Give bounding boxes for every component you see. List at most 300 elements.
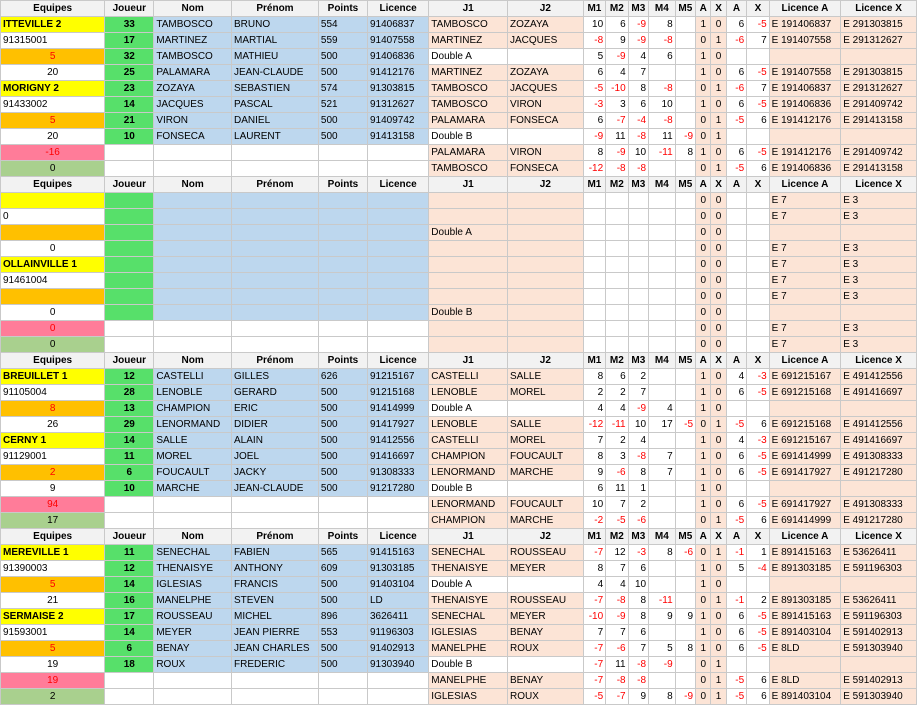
player-j2-cell[interactable] — [508, 225, 584, 241]
set-score-cell[interactable] — [628, 257, 648, 273]
set-score-cell[interactable]: 7 — [628, 65, 648, 81]
licence-a-cell[interactable]: E 7 — [769, 193, 841, 209]
set-score-cell[interactable]: -7 — [606, 113, 628, 129]
first-name-cell[interactable]: MARTIAL — [232, 33, 319, 49]
licence-a-cell[interactable]: E 191406837 — [769, 17, 841, 33]
set-score-cell[interactable]: -7 — [583, 545, 605, 561]
last-name-cell[interactable]: ZOZAYA — [154, 81, 232, 97]
set-score-cell[interactable]: -6 — [606, 465, 628, 481]
licence-a-cell[interactable]: E 191406837 — [769, 81, 841, 97]
licence-a-cell[interactable]: E 891403104 — [769, 689, 841, 705]
set-score-cell[interactable]: 8 — [628, 593, 648, 609]
points-a-cell[interactable]: -5 — [726, 161, 746, 177]
licence-cell[interactable]: 91414999 — [367, 401, 428, 417]
set-score-cell[interactable] — [628, 225, 648, 241]
set-score-cell[interactable]: -12 — [583, 417, 605, 433]
set-score-cell[interactable] — [606, 193, 628, 209]
set-score-cell[interactable]: 8 — [583, 369, 605, 385]
last-name-cell[interactable]: MANELPHE — [154, 593, 232, 609]
points-cell[interactable] — [318, 257, 367, 273]
licence-x-cell[interactable]: E 291409742 — [841, 97, 917, 113]
points-cell[interactable] — [318, 225, 367, 241]
points-x-cell[interactable]: -5 — [747, 449, 769, 465]
set-score-cell[interactable]: -8 — [628, 673, 648, 689]
player-j1-cell[interactable]: MANELPHE — [429, 641, 508, 657]
player-j1-cell[interactable]: LENOBLE — [429, 417, 508, 433]
set-score-cell[interactable] — [649, 161, 676, 177]
licence-cell[interactable] — [367, 337, 428, 353]
set-score-cell[interactable]: 4 — [649, 401, 676, 417]
player-number-cell[interactable] — [105, 497, 154, 513]
first-name-cell[interactable]: BRUNO — [232, 17, 319, 33]
set-score-cell[interactable] — [649, 289, 676, 305]
wins-a-cell[interactable]: 0 — [696, 129, 711, 145]
licence-x-cell[interactable] — [841, 225, 917, 241]
points-cell[interactable]: 500 — [318, 417, 367, 433]
set-score-cell[interactable]: -9 — [628, 17, 648, 33]
set-score-cell[interactable]: 8 — [628, 465, 648, 481]
set-score-cell[interactable] — [675, 273, 695, 289]
first-name-cell[interactable] — [232, 257, 319, 273]
points-a-cell[interactable]: 6 — [726, 17, 746, 33]
set-score-cell[interactable]: -5 — [583, 81, 605, 97]
licence-x-cell[interactable]: E 3 — [841, 289, 917, 305]
team-cell[interactable]: 20 — [1, 129, 105, 145]
set-score-cell[interactable]: 8 — [649, 545, 676, 561]
set-score-cell[interactable] — [628, 193, 648, 209]
licence-a-cell[interactable]: E 191412176 — [769, 145, 841, 161]
set-score-cell[interactable]: 5 — [583, 49, 605, 65]
set-score-cell[interactable] — [583, 241, 605, 257]
set-score-cell[interactable] — [649, 497, 676, 513]
first-name-cell[interactable]: GILLES — [232, 369, 319, 385]
set-score-cell[interactable]: 9 — [649, 609, 676, 625]
set-score-cell[interactable] — [675, 65, 695, 81]
set-score-cell[interactable]: 4 — [606, 401, 628, 417]
player-j2-cell[interactable] — [508, 305, 584, 321]
set-score-cell[interactable]: -6 — [606, 641, 628, 657]
wins-x-cell[interactable]: 1 — [711, 593, 726, 609]
points-x-cell[interactable]: -5 — [747, 145, 769, 161]
last-name-cell[interactable]: BENAY — [154, 641, 232, 657]
last-name-cell[interactable]: ROUX — [154, 657, 232, 673]
points-cell[interactable]: 521 — [318, 97, 367, 113]
team-cell[interactable]: 5 — [1, 577, 105, 593]
licence-cell[interactable] — [367, 689, 428, 705]
licence-a-cell[interactable] — [769, 225, 841, 241]
last-name-cell[interactable]: MOREL — [154, 449, 232, 465]
last-name-cell[interactable]: ROUSSEAU — [154, 609, 232, 625]
wins-a-cell[interactable]: 0 — [696, 257, 711, 273]
set-score-cell[interactable] — [675, 369, 695, 385]
wins-a-cell[interactable]: 1 — [696, 17, 711, 33]
wins-a-cell[interactable]: 0 — [696, 225, 711, 241]
points-a-cell[interactable]: 5 — [726, 561, 746, 577]
set-score-cell[interactable] — [649, 321, 676, 337]
licence-a-cell[interactable]: E 7 — [769, 289, 841, 305]
set-score-cell[interactable] — [649, 577, 676, 593]
set-score-cell[interactable]: 8 — [675, 145, 695, 161]
wins-x-cell[interactable]: 1 — [711, 81, 726, 97]
player-number-cell[interactable]: 16 — [105, 593, 154, 609]
licence-cell[interactable]: LD — [367, 593, 428, 609]
team-cell[interactable]: 26 — [1, 417, 105, 433]
team-cell[interactable]: 91105004 — [1, 385, 105, 401]
last-name-cell[interactable] — [154, 673, 232, 689]
points-x-cell[interactable]: -5 — [747, 625, 769, 641]
points-cell[interactable]: 500 — [318, 641, 367, 657]
first-name-cell[interactable]: STEVEN — [232, 593, 319, 609]
player-j2-cell[interactable]: ROUSSEAU — [508, 593, 584, 609]
player-number-cell[interactable]: 17 — [105, 609, 154, 625]
licence-x-cell[interactable]: E 3 — [841, 321, 917, 337]
licence-cell[interactable]: 91217280 — [367, 481, 428, 497]
set-score-cell[interactable] — [675, 561, 695, 577]
set-score-cell[interactable] — [675, 593, 695, 609]
first-name-cell[interactable]: JEAN-CLAUDE — [232, 65, 319, 81]
points-x-cell[interactable]: -4 — [747, 561, 769, 577]
licence-cell[interactable]: 91403104 — [367, 577, 428, 593]
player-number-cell[interactable]: 10 — [105, 481, 154, 497]
wins-a-cell[interactable]: 0 — [696, 161, 711, 177]
points-x-cell[interactable]: -5 — [747, 97, 769, 113]
licence-cell[interactable]: 91415163 — [367, 545, 428, 561]
last-name-cell[interactable]: CHAMPION — [154, 401, 232, 417]
points-cell[interactable]: 609 — [318, 561, 367, 577]
player-j2-cell[interactable] — [508, 577, 584, 593]
set-score-cell[interactable] — [675, 657, 695, 673]
last-name-cell[interactable]: FONSECA — [154, 129, 232, 145]
licence-a-cell[interactable]: E 191412176 — [769, 113, 841, 129]
first-name-cell[interactable] — [232, 225, 319, 241]
points-a-cell[interactable] — [726, 657, 746, 673]
points-x-cell[interactable] — [747, 401, 769, 417]
player-j1-cell[interactable]: Double B — [429, 657, 508, 673]
player-number-cell[interactable]: 32 — [105, 49, 154, 65]
set-score-cell[interactable]: -11 — [649, 145, 676, 161]
licence-x-cell[interactable]: E 491412556 — [841, 417, 917, 433]
player-j2-cell[interactable]: FOUCAULT — [508, 497, 584, 513]
last-name-cell[interactable]: MEYER — [154, 625, 232, 641]
player-j2-cell[interactable]: MOREL — [508, 385, 584, 401]
points-a-cell[interactable]: 6 — [726, 641, 746, 657]
last-name-cell[interactable]: SENECHAL — [154, 545, 232, 561]
licence-x-cell[interactable]: E 491217280 — [841, 513, 917, 529]
points-a-cell[interactable]: 6 — [726, 497, 746, 513]
player-j2-cell[interactable]: VIRON — [508, 145, 584, 161]
player-j2-cell[interactable]: MEYER — [508, 561, 584, 577]
player-j1-cell[interactable]: CHAMPION — [429, 513, 508, 529]
wins-a-cell[interactable]: 0 — [696, 673, 711, 689]
licence-cell[interactable]: 3626411 — [367, 609, 428, 625]
licence-cell[interactable]: 91416697 — [367, 449, 428, 465]
player-number-cell[interactable]: 23 — [105, 81, 154, 97]
team-cell[interactable]: 94 — [1, 497, 105, 513]
team-cell[interactable]: 20 — [1, 65, 105, 81]
player-j1-cell[interactable]: TAMBOSCO — [429, 161, 508, 177]
team-cell[interactable] — [1, 225, 105, 241]
set-score-cell[interactable] — [675, 305, 695, 321]
licence-cell[interactable] — [367, 305, 428, 321]
set-score-cell[interactable] — [675, 401, 695, 417]
set-score-cell[interactable] — [649, 337, 676, 353]
set-score-cell[interactable] — [583, 273, 605, 289]
first-name-cell[interactable] — [232, 321, 319, 337]
team-cell[interactable]: 91315001 — [1, 33, 105, 49]
licence-x-cell[interactable]: E 3 — [841, 337, 917, 353]
set-score-cell[interactable] — [675, 257, 695, 273]
set-score-cell[interactable] — [649, 513, 676, 529]
licence-x-cell[interactable]: E 291409742 — [841, 145, 917, 161]
points-x-cell[interactable] — [747, 577, 769, 593]
points-cell[interactable]: 500 — [318, 385, 367, 401]
wins-x-cell[interactable]: 0 — [711, 609, 726, 625]
team-cell[interactable] — [1, 289, 105, 305]
points-a-cell[interactable]: -5 — [726, 673, 746, 689]
set-score-cell[interactable]: -8 — [628, 161, 648, 177]
set-score-cell[interactable]: -9 — [606, 49, 628, 65]
set-score-cell[interactable] — [628, 337, 648, 353]
wins-a-cell[interactable]: 1 — [696, 497, 711, 513]
team-cell[interactable]: 2 — [1, 465, 105, 481]
set-score-cell[interactable] — [675, 577, 695, 593]
points-cell[interactable] — [318, 289, 367, 305]
player-j2-cell[interactable]: JACQUES — [508, 81, 584, 97]
wins-x-cell[interactable]: 1 — [711, 417, 726, 433]
points-a-cell[interactable]: -5 — [726, 417, 746, 433]
points-a-cell[interactable] — [726, 129, 746, 145]
set-score-cell[interactable]: 8 — [583, 449, 605, 465]
licence-a-cell[interactable]: E 691215168 — [769, 417, 841, 433]
set-score-cell[interactable]: -8 — [649, 33, 676, 49]
points-x-cell[interactable] — [747, 241, 769, 257]
licence-x-cell[interactable] — [841, 577, 917, 593]
player-j1-cell[interactable]: LENORMAND — [429, 497, 508, 513]
team-cell[interactable]: 91390003 — [1, 561, 105, 577]
licence-cell[interactable]: 91303940 — [367, 657, 428, 673]
player-j1-cell[interactable]: PALAMARA — [429, 145, 508, 161]
points-a-cell[interactable]: 6 — [726, 625, 746, 641]
points-x-cell[interactable]: -5 — [747, 65, 769, 81]
points-x-cell[interactable]: 1 — [747, 545, 769, 561]
team-cell[interactable]: SERMAISE 2 — [1, 609, 105, 625]
set-score-cell[interactable] — [675, 193, 695, 209]
set-score-cell[interactable] — [675, 33, 695, 49]
team-cell[interactable]: 21 — [1, 593, 105, 609]
player-number-cell[interactable]: 11 — [105, 545, 154, 561]
set-score-cell[interactable] — [675, 81, 695, 97]
points-cell[interactable]: 500 — [318, 449, 367, 465]
set-score-cell[interactable] — [649, 241, 676, 257]
player-number-cell[interactable]: 33 — [105, 17, 154, 33]
player-number-cell[interactable]: 21 — [105, 113, 154, 129]
set-score-cell[interactable]: 3 — [606, 449, 628, 465]
points-a-cell[interactable]: 4 — [726, 369, 746, 385]
team-cell[interactable]: 91461004 — [1, 273, 105, 289]
set-score-cell[interactable]: 8 — [583, 561, 605, 577]
set-score-cell[interactable] — [649, 305, 676, 321]
licence-a-cell[interactable] — [769, 49, 841, 65]
first-name-cell[interactable] — [232, 241, 319, 257]
points-x-cell[interactable] — [747, 209, 769, 225]
points-a-cell[interactable] — [726, 481, 746, 497]
wins-x-cell[interactable]: 1 — [711, 113, 726, 129]
licence-x-cell[interactable]: E 3 — [841, 257, 917, 273]
set-score-cell[interactable]: 7 — [649, 449, 676, 465]
set-score-cell[interactable]: 7 — [606, 497, 628, 513]
player-j2-cell[interactable]: SALLE — [508, 417, 584, 433]
points-a-cell[interactable]: 6 — [726, 145, 746, 161]
wins-x-cell[interactable]: 0 — [711, 17, 726, 33]
set-score-cell[interactable]: 4 — [606, 577, 628, 593]
first-name-cell[interactable] — [232, 289, 319, 305]
wins-a-cell[interactable]: 1 — [696, 433, 711, 449]
wins-a-cell[interactable]: 0 — [696, 657, 711, 673]
first-name-cell[interactable] — [232, 209, 319, 225]
licence-cell[interactable] — [367, 673, 428, 689]
set-score-cell[interactable]: 6 — [649, 49, 676, 65]
points-x-cell[interactable] — [747, 321, 769, 337]
player-number-cell[interactable] — [105, 145, 154, 161]
licence-x-cell[interactable]: E 291413158 — [841, 161, 917, 177]
last-name-cell[interactable]: TAMBOSCO — [154, 17, 232, 33]
last-name-cell[interactable] — [154, 145, 232, 161]
set-score-cell[interactable]: 10 — [583, 497, 605, 513]
licence-cell[interactable]: 91196303 — [367, 625, 428, 641]
licence-a-cell[interactable]: E 891415163 — [769, 609, 841, 625]
points-x-cell[interactable]: -5 — [747, 497, 769, 513]
licence-cell[interactable]: 91303185 — [367, 561, 428, 577]
wins-a-cell[interactable]: 0 — [696, 513, 711, 529]
set-score-cell[interactable]: 4 — [606, 65, 628, 81]
player-j2-cell[interactable]: ZOZAYA — [508, 17, 584, 33]
set-score-cell[interactable] — [628, 321, 648, 337]
last-name-cell[interactable] — [154, 257, 232, 273]
player-number-cell[interactable] — [105, 337, 154, 353]
points-a-cell[interactable] — [726, 257, 746, 273]
player-j1-cell[interactable]: CASTELLI — [429, 369, 508, 385]
player-j2-cell[interactable] — [508, 337, 584, 353]
last-name-cell[interactable]: CASTELLI — [154, 369, 232, 385]
set-score-cell[interactable] — [583, 321, 605, 337]
points-a-cell[interactable] — [726, 193, 746, 209]
first-name-cell[interactable]: JEAN CHARLES — [232, 641, 319, 657]
set-score-cell[interactable]: -5 — [606, 513, 628, 529]
first-name-cell[interactable]: SEBASTIEN — [232, 81, 319, 97]
licence-cell[interactable] — [367, 497, 428, 513]
player-j1-cell[interactable]: Double B — [429, 305, 508, 321]
licence-cell[interactable] — [367, 209, 428, 225]
points-x-cell[interactable] — [747, 289, 769, 305]
licence-a-cell[interactable]: E 7 — [769, 273, 841, 289]
set-score-cell[interactable] — [649, 225, 676, 241]
wins-x-cell[interactable]: 0 — [711, 337, 726, 353]
player-number-cell[interactable]: 25 — [105, 65, 154, 81]
first-name-cell[interactable]: JEAN-CLAUDE — [232, 481, 319, 497]
points-x-cell[interactable] — [747, 657, 769, 673]
last-name-cell[interactable] — [154, 273, 232, 289]
player-j1-cell[interactable] — [429, 257, 508, 273]
licence-x-cell[interactable]: E 591196303 — [841, 561, 917, 577]
player-j2-cell[interactable] — [508, 49, 584, 65]
points-cell[interactable]: 553 — [318, 625, 367, 641]
points-cell[interactable] — [318, 673, 367, 689]
set-score-cell[interactable]: 10 — [628, 417, 648, 433]
set-score-cell[interactable] — [649, 209, 676, 225]
player-j2-cell[interactable] — [508, 273, 584, 289]
player-number-cell[interactable]: 12 — [105, 561, 154, 577]
wins-x-cell[interactable]: 1 — [711, 545, 726, 561]
licence-cell[interactable] — [367, 161, 428, 177]
wins-x-cell[interactable]: 0 — [711, 561, 726, 577]
licence-a-cell[interactable] — [769, 305, 841, 321]
first-name-cell[interactable]: MATHIEU — [232, 49, 319, 65]
points-a-cell[interactable]: 6 — [726, 385, 746, 401]
licence-a-cell[interactable] — [769, 577, 841, 593]
set-score-cell[interactable]: -7 — [583, 657, 605, 673]
player-j2-cell[interactable] — [508, 241, 584, 257]
points-a-cell[interactable]: 6 — [726, 465, 746, 481]
points-a-cell[interactable]: -6 — [726, 33, 746, 49]
licence-cell[interactable] — [367, 273, 428, 289]
last-name-cell[interactable]: PALAMARA — [154, 65, 232, 81]
wins-x-cell[interactable]: 1 — [711, 657, 726, 673]
points-cell[interactable] — [318, 337, 367, 353]
set-score-cell[interactable]: 6 — [583, 481, 605, 497]
licence-a-cell[interactable]: E 8LD — [769, 641, 841, 657]
set-score-cell[interactable]: 2 — [628, 497, 648, 513]
player-j2-cell[interactable]: MARCHE — [508, 513, 584, 529]
last-name-cell[interactable]: LENOBLE — [154, 385, 232, 401]
points-x-cell[interactable]: -5 — [747, 641, 769, 657]
licence-x-cell[interactable]: E 591402913 — [841, 625, 917, 641]
set-score-cell[interactable]: -3 — [583, 97, 605, 113]
set-score-cell[interactable] — [675, 321, 695, 337]
points-a-cell[interactable]: -6 — [726, 81, 746, 97]
last-name-cell[interactable] — [154, 289, 232, 305]
player-j1-cell[interactable]: LENORMAND — [429, 465, 508, 481]
player-j1-cell[interactable]: CHAMPION — [429, 449, 508, 465]
wins-a-cell[interactable]: 1 — [696, 465, 711, 481]
licence-x-cell[interactable]: E 591303940 — [841, 689, 917, 705]
set-score-cell[interactable] — [606, 257, 628, 273]
wins-x-cell[interactable]: 0 — [711, 65, 726, 81]
set-score-cell[interactable]: 6 — [583, 113, 605, 129]
licence-cell[interactable] — [367, 257, 428, 273]
points-cell[interactable] — [318, 321, 367, 337]
player-j1-cell[interactable]: Double A — [429, 49, 508, 65]
points-cell[interactable]: 896 — [318, 609, 367, 625]
licence-x-cell[interactable]: E 291312627 — [841, 33, 917, 49]
set-score-cell[interactable] — [628, 209, 648, 225]
wins-x-cell[interactable]: 1 — [711, 161, 726, 177]
set-score-cell[interactable]: -9 — [649, 657, 676, 673]
points-cell[interactable]: 500 — [318, 49, 367, 65]
wins-x-cell[interactable]: 0 — [711, 289, 726, 305]
set-score-cell[interactable] — [583, 337, 605, 353]
player-j2-cell[interactable]: JACQUES — [508, 33, 584, 49]
wins-a-cell[interactable]: 0 — [696, 113, 711, 129]
player-j2-cell[interactable] — [508, 193, 584, 209]
set-score-cell[interactable]: 6 — [628, 97, 648, 113]
player-j1-cell[interactable]: MANELPHE — [429, 673, 508, 689]
licence-a-cell[interactable] — [769, 401, 841, 417]
player-number-cell[interactable] — [105, 673, 154, 689]
player-number-cell[interactable] — [105, 225, 154, 241]
licence-a-cell[interactable]: E 691417927 — [769, 497, 841, 513]
player-j1-cell[interactable]: TAMBOSCO — [429, 17, 508, 33]
points-a-cell[interactable] — [726, 305, 746, 321]
